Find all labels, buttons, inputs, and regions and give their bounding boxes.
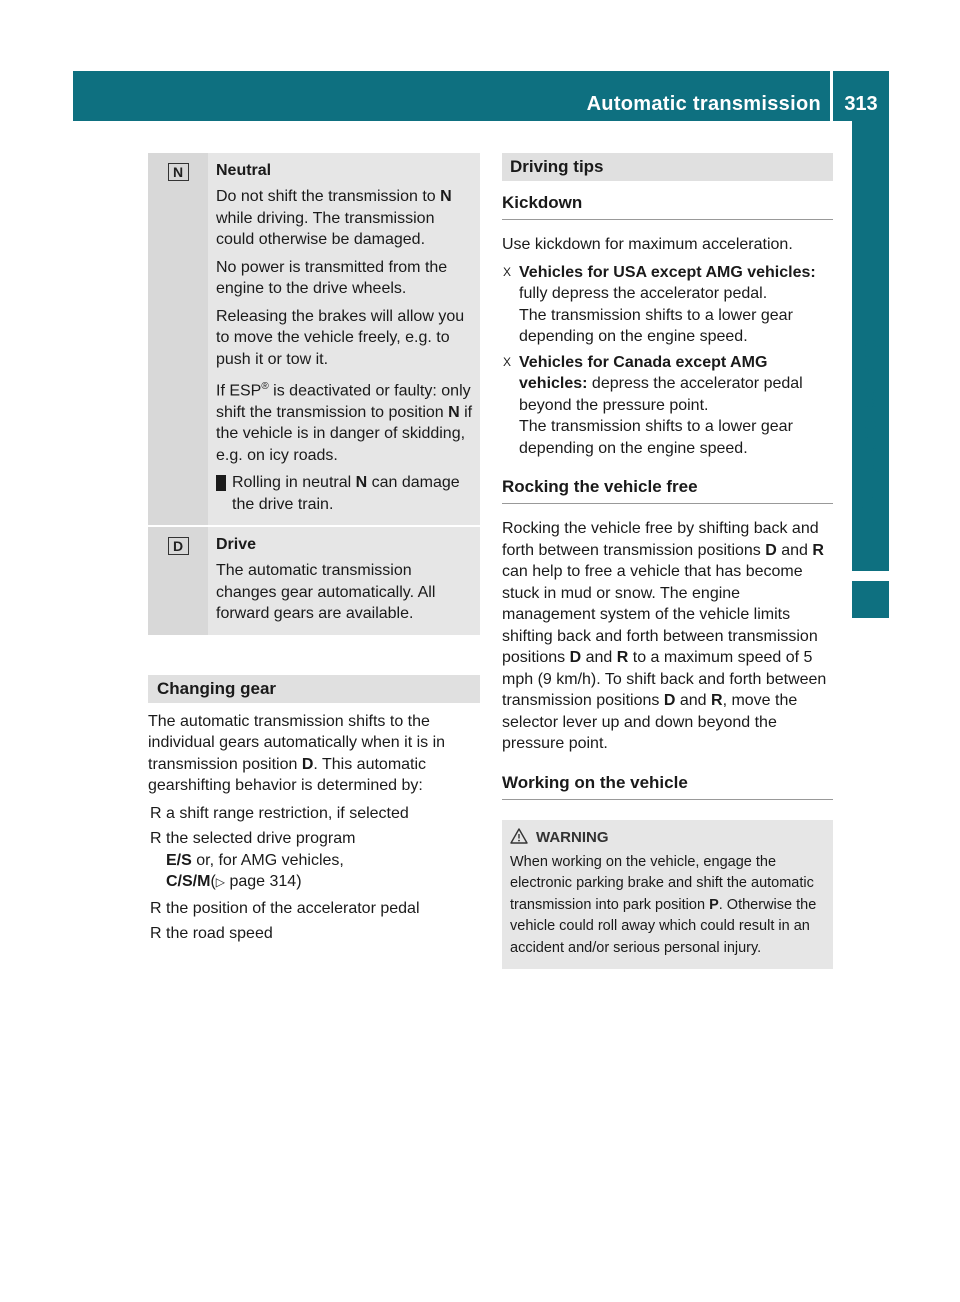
list-item: X Vehicles for USA except AMG vehicles: fully depress the accelerator pedal. The transmission shifts to a lower gear depending on the engine speed.	[503, 263, 816, 345]
kickdown-intro: Use kickdown for maximum acceleration.	[502, 236, 793, 253]
position-title: Neutral	[216, 162, 272, 179]
table-row	[148, 526, 480, 635]
sidebar-section-label: Driving and parking	[858, 335, 881, 533]
page-reference-link[interactable]: page 314)	[225, 873, 302, 891]
warning-triangle-icon	[510, 828, 528, 844]
list-item: R a shift range restriction, if selected	[150, 804, 409, 822]
neutral-position-icon: N	[168, 163, 189, 181]
neutral-paragraph: Do not shift the transmission to N while driving. The transmission could otherwise be damaged.	[216, 188, 452, 248]
section-heading: Changing gear	[148, 675, 480, 703]
left-column	[148, 153, 480, 949]
gearshift-factors-list	[148, 803, 480, 945]
subsection-heading: Working on the vehicle	[502, 773, 833, 800]
page-number: 313	[844, 93, 878, 115]
list-item: X Vehicles for Canada except AMG vehicles: depress the accelerator pedal beyond the pressure point. The transmission shifts to a lower gear depending on the engine speed.	[503, 353, 803, 457]
exclamation-icon: !	[216, 475, 226, 491]
subsection-heading: Rocking the vehicle free	[502, 477, 833, 504]
kickdown-steps	[502, 262, 833, 460]
neutral-paragraph: Releasing the brakes will allow you to move the vehicle freely, e.g. to push it or tow it.	[216, 307, 465, 368]
page-header	[73, 71, 889, 121]
warning-title: WARNING	[536, 828, 609, 846]
chapter-title: Automatic transmission	[586, 93, 821, 115]
changing-gear-intro: The automatic transmission shifts to the individual gears automatically when it is in transmission position D. This automatic gearshifting behavior is determined by:	[148, 712, 446, 795]
list-item: R the position of the accelerator pedal	[150, 899, 420, 917]
subsection-heading: Kickdown	[502, 193, 833, 220]
list-item: R the selected drive program E/S or, for AMG vehicles, C/S/M(▷ page 314)	[148, 828, 480, 894]
position-title: Drive	[216, 536, 257, 554]
damage-notice: ! Rolling in neutral N can damage the drive train.	[210, 474, 460, 513]
arrow-right-icon: X	[503, 354, 512, 369]
drive-paragraph: The automatic transmission changes gear automatically. All forward gears are available.	[216, 562, 436, 623]
warning-box	[502, 820, 833, 970]
list-item: R the road speed	[150, 925, 273, 943]
rocking-paragraph: Rocking the vehicle free by shifting back and forth between transmission positions D and R can help to free a vehicle that has become stuck in mud or snow. The engine management system of the vehicle limits shifting back and forth between transmission positions D and R to a maximum speed of 5 mph (9 km/h). To shift back and forth between transmission positions D and R, move the selector lever up and down beyond the pressure point.	[502, 520, 827, 752]
right-column	[502, 153, 833, 969]
sidebar-marker	[852, 581, 889, 618]
neutral-paragraph: No power is transmitted from the engine to the drive wheels.	[216, 258, 448, 297]
drive-program-detail: E/S or, for AMG vehicles,	[166, 851, 344, 869]
arrow-right-icon: X	[503, 264, 512, 279]
neutral-paragraph: If ESP® is deactivated or faulty: only shift the transmission to position N if the vehicle is in danger of skidding, e.g. on icy roads.	[216, 381, 473, 464]
drive-position-icon: D	[168, 537, 189, 555]
page-reference-icon: ▷	[215, 875, 226, 890]
gear-position-table	[148, 153, 480, 635]
warning-text: When working on the vehicle, engage the electronic parking brake and shift the automatic transmission into park position P. Otherwise the vehicle could roll away which could result in an accident and/or serious personal injury.	[510, 853, 817, 956]
section-heading: Driving tips	[502, 153, 833, 181]
table-row	[148, 153, 480, 526]
